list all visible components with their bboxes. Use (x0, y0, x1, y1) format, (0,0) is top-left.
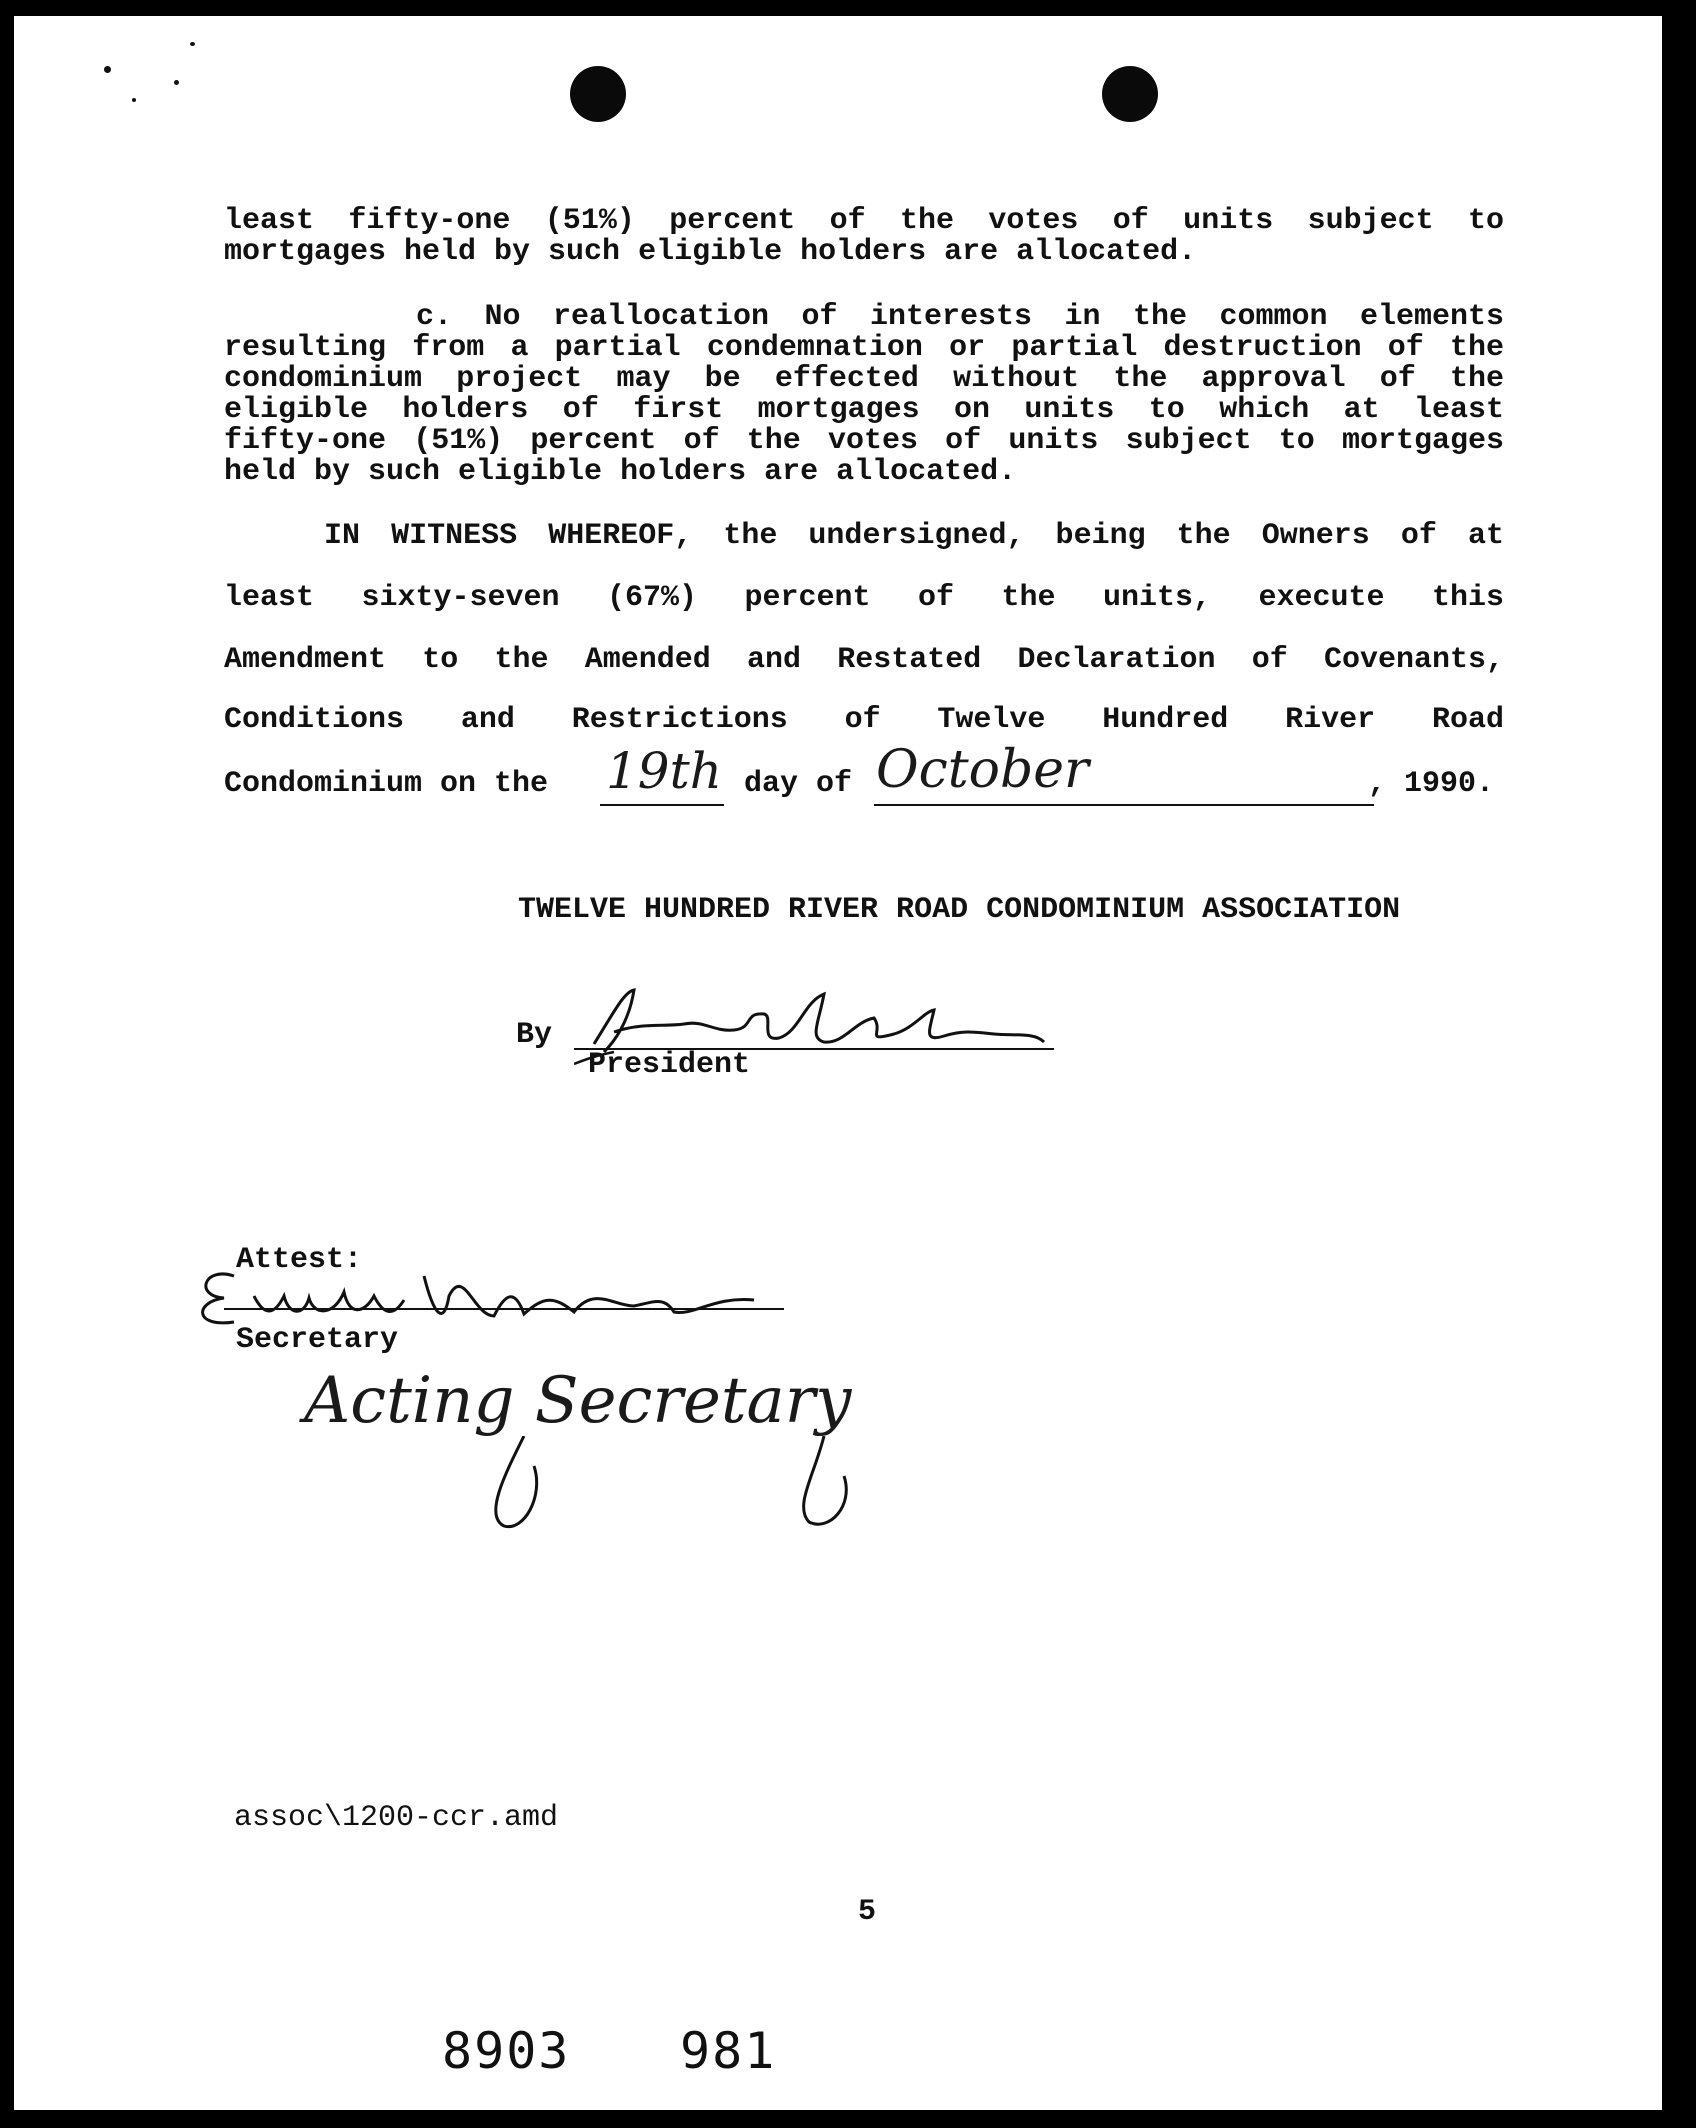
speck (132, 98, 136, 102)
text-line: resulting from a partial condemnation or partial destruction of the (224, 331, 1504, 365)
witness-line: Conditions and Restrictions of Twelve Hundred River Road (224, 703, 1504, 737)
stamp-number-left: 8903 (442, 2022, 571, 2080)
acting-secretary-flourish (464, 1436, 884, 1536)
secretary-signature-line (224, 1306, 784, 1310)
speck (174, 80, 179, 85)
attest-label: Attest: (236, 1243, 363, 1277)
date-middle: day of (744, 767, 853, 801)
text-line: held by such eligible holders are allocated. (224, 455, 1017, 489)
secretary-label: Secretary (236, 1323, 399, 1357)
speck (190, 42, 195, 46)
president-label: President (588, 1048, 751, 1082)
file-reference: assoc\1200-ccr.amd (234, 1801, 559, 1835)
text-line: condominium project may be effected without the approval of the (224, 362, 1504, 396)
date-suffix: , 1990. (1368, 767, 1495, 801)
date-prefix: Condominium on the (224, 767, 549, 801)
paragraph-1 (224, 206, 1504, 268)
by-label: By (516, 1018, 553, 1052)
acting-secretary-handwritten: Acting Secretary (304, 1364, 852, 1438)
month-handwritten: October (876, 740, 1089, 800)
day-handwritten: 19th (606, 742, 722, 800)
stamp-number-right: 981 (680, 2022, 777, 2080)
text-line: eligible holders of first mortgages on units to which at least (224, 393, 1504, 427)
paragraph-c (224, 302, 1504, 488)
witness-line: IN WITNESS WHEREOF, the undersigned, being the Owners of at (324, 519, 1504, 553)
page-number: 5 (858, 1895, 877, 1929)
witness-line: Amendment to the Amended and Restated Declaration of Covenants, (224, 643, 1504, 677)
witness-line: least sixty-seven (67%) percent of the units, execute this (224, 581, 1504, 615)
text-line: mortgages held by such eligible holders are allocated. (224, 235, 1197, 269)
text-line: c. No reallocation of interests in the common elements (416, 300, 1504, 334)
punch-hole-right (1102, 66, 1158, 122)
document-page (14, 16, 1662, 2110)
text-line: least fifty-one (51%) percent of the votes of units subject to (224, 204, 1504, 238)
association-name: TWELVE HUNDRED RIVER ROAD CONDOMINIUM ASSOCIATION (518, 893, 1401, 927)
text-line: fifty-one (51%) percent of the votes of units subject to mortgages (224, 424, 1504, 458)
speck (104, 66, 111, 73)
punch-hole-left (570, 66, 626, 122)
